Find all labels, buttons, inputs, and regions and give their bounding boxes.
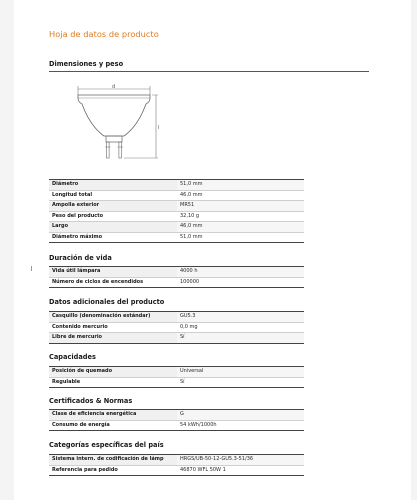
table-row [49, 312, 304, 323]
spec-label: Largo [49, 222, 177, 233]
table-row [49, 267, 304, 278]
spec-label: Casquillo (denominación estándar) [49, 312, 177, 323]
section-divider [49, 71, 369, 72]
spec-value: Sí [177, 377, 304, 388]
lamp-dimension-drawing [66, 82, 162, 166]
spec-label: Consumo de energía [49, 420, 177, 431]
country-table [49, 454, 304, 476]
dimension-label-l: l [158, 125, 160, 131]
spec-label: Contenido mercurio [49, 322, 177, 333]
dimensions-table [49, 179, 304, 243]
page-right-margin [411, 0, 417, 500]
table-row [49, 420, 304, 431]
table-row [49, 222, 304, 233]
spec-label: Libre de mercurio [49, 333, 177, 344]
table-row [49, 333, 304, 344]
spec-label: Clase de eficiencia energética [49, 410, 177, 421]
section-title-additional: Datos adicionales del producto [49, 298, 165, 306]
section-title-certificates: Certificados & Normas [49, 397, 133, 405]
section-title-country: Categorías específicas del país [49, 441, 164, 449]
table-row [49, 201, 304, 212]
spec-value: 32,10 g [177, 211, 304, 222]
spec-label: Sistema intern. de codificación de lámp [49, 455, 177, 466]
spec-label: Diámetro máximo [49, 232, 177, 243]
spec-value: Universal [177, 367, 304, 378]
spec-label: Longitud total [49, 190, 177, 201]
spec-label: Posición de quemado [49, 367, 177, 378]
capabilities-table [49, 366, 304, 388]
section-title-capabilities: Capacidades [49, 353, 96, 361]
spec-value: 46870 WFL 50W 1 [177, 465, 304, 476]
spec-value: HRGS/UB-50-12-GU5.3-51/36 [177, 455, 304, 466]
lifetime-table [49, 266, 304, 288]
spec-label: Diámetro [49, 180, 177, 191]
spec-label: Vida útil lámpara [49, 267, 177, 278]
spec-value: 0,0 mg [177, 322, 304, 333]
table-row [49, 410, 304, 421]
spec-value: 51,0 mm [177, 232, 304, 243]
section-title-lifetime: Duración de vida [49, 254, 112, 262]
section-title-dimensions: Dimensiones y peso [49, 60, 124, 68]
spec-value: MR51 [177, 201, 304, 212]
table-row [49, 322, 304, 333]
spec-value: 46,0 mm [177, 190, 304, 201]
table-row [49, 190, 304, 201]
spec-value: 54 kWh/1000h [177, 420, 304, 431]
additional-table [49, 311, 304, 344]
table-row [49, 211, 304, 222]
spec-label: Ampolla exterior [49, 201, 177, 212]
spec-value: G [177, 410, 304, 421]
dimension-label-d: d [112, 84, 116, 90]
spec-value: Sí [177, 333, 304, 344]
spec-label: Número de ciclos de encendidos [49, 277, 177, 288]
table-row [49, 180, 304, 191]
table-row [49, 455, 304, 466]
table-row [49, 465, 304, 476]
spec-value: 51,0 mm [177, 180, 304, 191]
spec-label: Regulable [49, 377, 177, 388]
margin-tick [31, 266, 32, 271]
table-row [49, 367, 304, 378]
page-title: Hoja de datos de producto [49, 29, 159, 39]
spec-value: 46,0 mm [177, 222, 304, 233]
spec-value: 4000 h [177, 267, 304, 278]
table-row [49, 232, 304, 243]
spec-value: GU5.3 [177, 312, 304, 323]
certificates-table [49, 409, 304, 431]
spec-label: Referencia para pedido [49, 465, 177, 476]
page-left-margin [0, 0, 14, 500]
table-row [49, 377, 304, 388]
spec-label: Peso del producto [49, 211, 177, 222]
spec-value: 100000 [177, 277, 304, 288]
table-row [49, 277, 304, 288]
